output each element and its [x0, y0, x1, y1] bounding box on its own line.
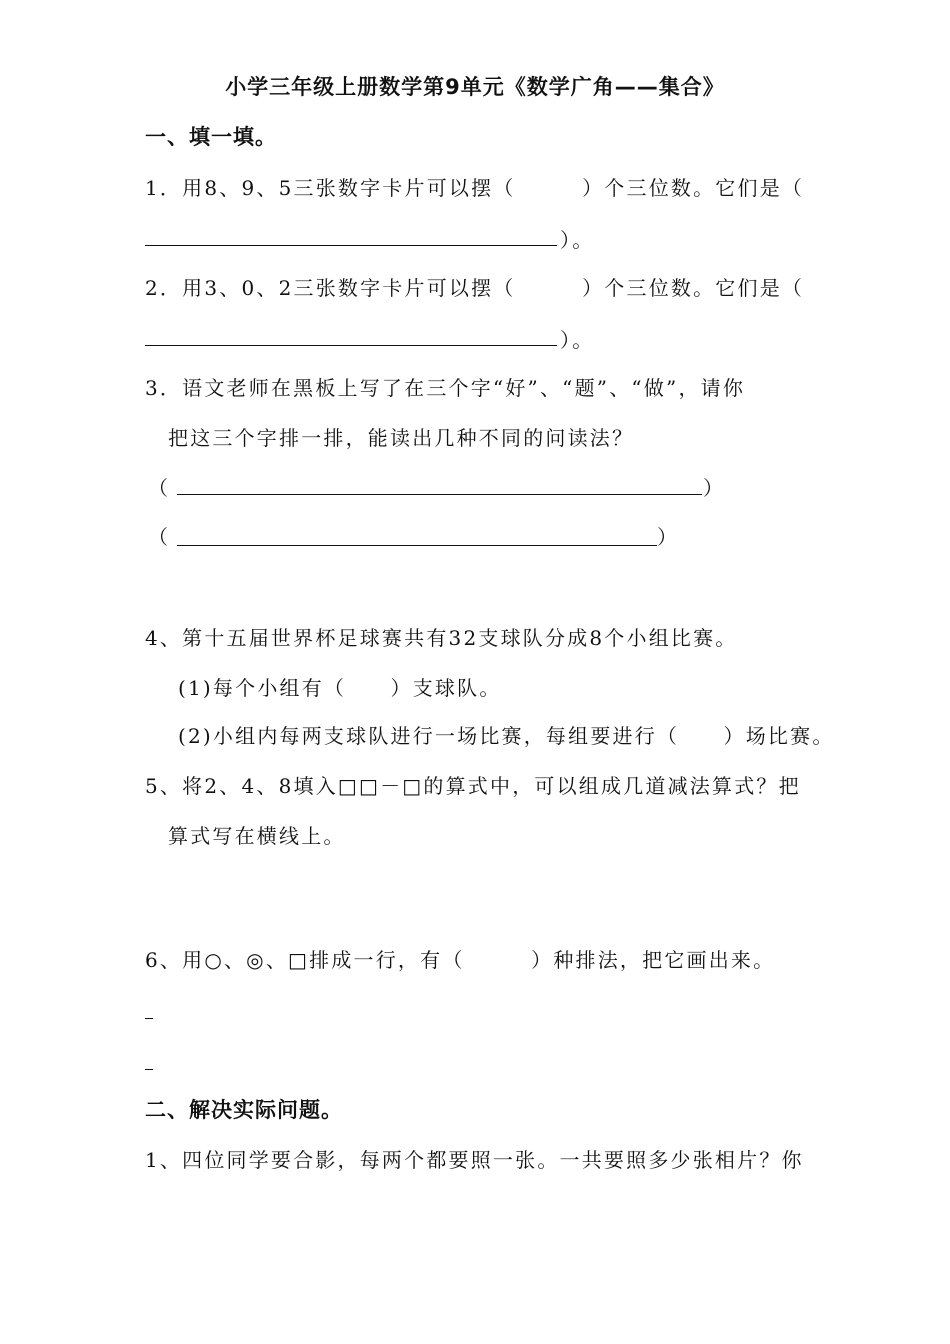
- page-title: 小学三年级上册数学第9单元《数学广角——集合》: [225, 75, 725, 99]
- question-6-answer-line-1: [145, 1018, 153, 1019]
- question-1-end: ）。: [560, 228, 595, 252]
- question-3-answer-2-blank: [177, 545, 657, 546]
- question-3-answer-1-open: （: [148, 476, 168, 500]
- question-3-answer-2-open: （: [148, 525, 168, 549]
- question-3-text: 3．语文老师在黑板上写了在三个字“好”、“题”、“做”，请你: [145, 376, 746, 400]
- question-4-sub-2: (2)小组内每两支球队进行一场比赛，每组要进行（ ）场比赛。: [178, 724, 835, 748]
- question-3-answer-2-close: ）: [657, 525, 677, 549]
- question-3-answer-1-blank: [177, 494, 702, 495]
- question-4-sub-1: (1)每个小组有（ ）支球队。: [178, 676, 502, 700]
- question-2-answer-blank: [145, 345, 557, 346]
- question-3-answer-1-close: ）: [703, 476, 723, 500]
- question-5-text-cont: 算式写在横线上。: [168, 824, 346, 848]
- question-6-answer-line-2: [145, 1069, 153, 1070]
- question-3-text-cont: 把这三个字排一排，能读出几种不同的问读法？: [168, 426, 635, 450]
- question-2-text: 2．用3、0、2三张数字卡片可以摆（ ）个三位数。它们是（: [145, 276, 805, 300]
- question-6-text: 6、用○、◎、□排成一行，有（ ）种排法，把它画出来。: [145, 948, 776, 972]
- section-2-question-1-text: 1、四位同学要合影，每两个都要照一张。一共要照多少张相片？你: [145, 1148, 804, 1172]
- question-5-text: 5、将2、4、8填入□□－□的算式中，可以组成几道减法算式？把: [145, 774, 801, 798]
- question-1-text: 1．用8、9、5三张数字卡片可以摆（ ）个三位数。它们是（: [145, 176, 805, 200]
- question-2-end: ）。: [560, 328, 595, 352]
- section-1-heading: 一、填一填。: [145, 125, 277, 149]
- section-2-heading: 二、解决实际问题。: [145, 1098, 343, 1122]
- question-1-answer-blank: [145, 245, 557, 246]
- question-4-text: 4、第十五届世界杯足球赛共有32支球队分成8个小组比赛。: [145, 626, 738, 650]
